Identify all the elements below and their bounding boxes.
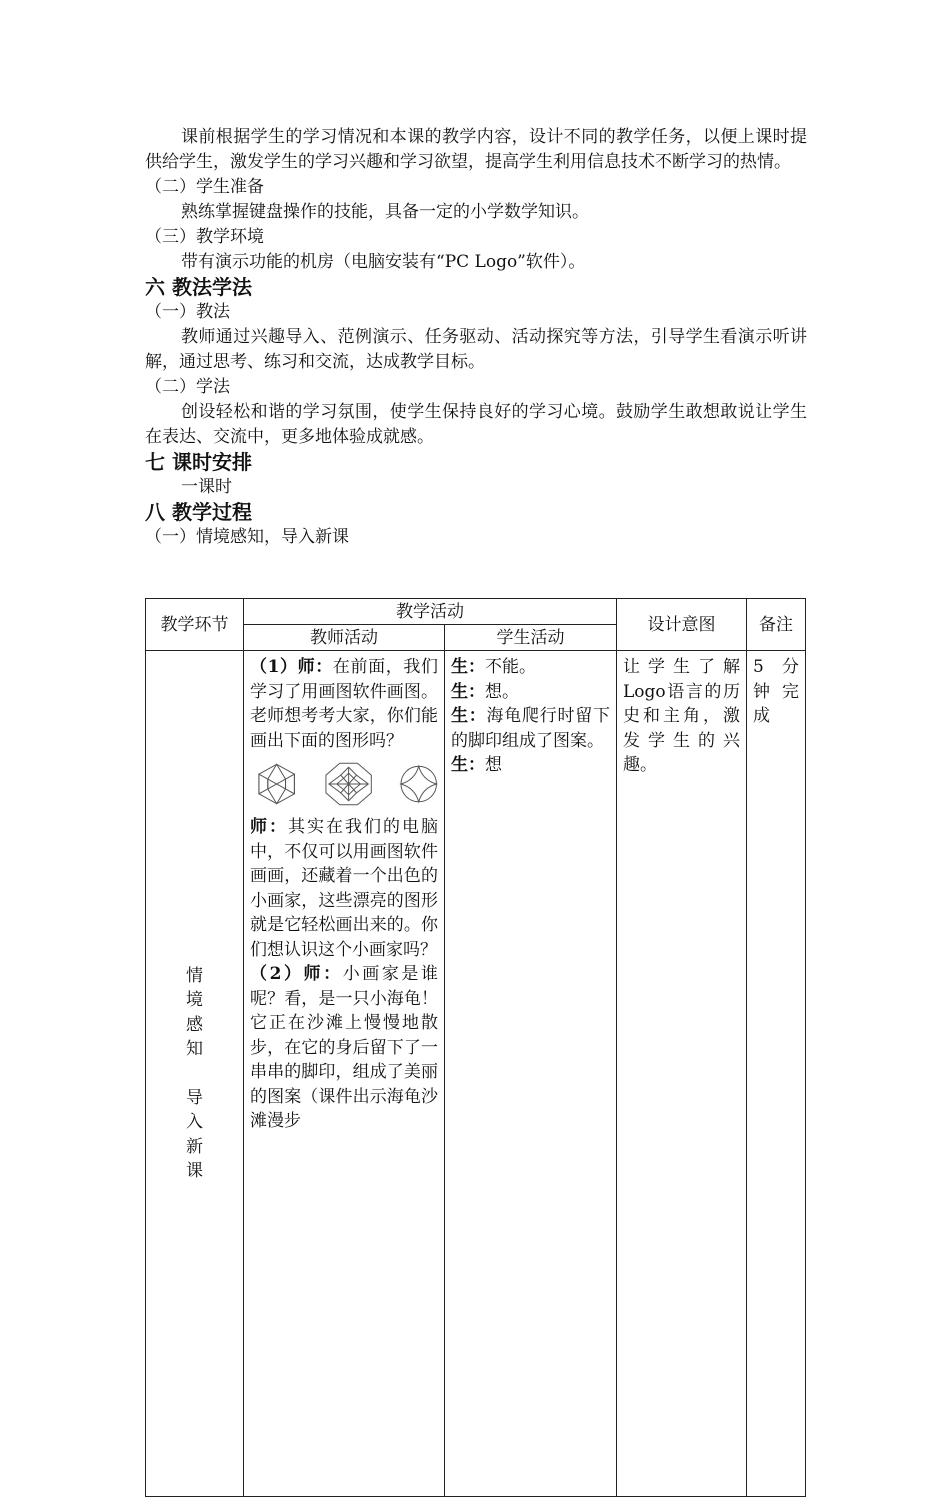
stage-label: 情 境 感 知 导 入 新 课 <box>186 965 203 1181</box>
section6-heading: 六 教法学法 <box>145 275 252 299</box>
section7-heading: 七 课时安排 <box>145 450 252 474</box>
teacher-paragraph-1: （1）师：在前面，我们学习了用画图软件画图。老师想考考大家，你们能画出下面的图形吗？ <box>250 657 438 751</box>
student-prep-heading: （二）学生准备 <box>145 177 264 197</box>
section7-text: 一课时 <box>181 477 232 497</box>
cube-star-figure-icon <box>254 761 299 807</box>
teacher-paragraph-3: （2）师：小画家是谁呢？看，是一只小海龟！它正在沙滩上慢慢地散步，在它的身后留下了一串串的脚印，组成了美丽的图案（课件出示海龟沙滩漫步 <box>250 964 438 1131</box>
header-stage: 教学环节 <box>146 599 244 651</box>
stage-cell <box>146 651 244 1497</box>
section8-subheading: （一）情境感知，导入新课 <box>145 527 349 547</box>
teacher-activity-cell <box>244 651 445 1497</box>
student-response: 生：海龟爬行时留下的脚印组成了图案。 <box>451 706 610 751</box>
environment-heading: （三）教学环境 <box>145 227 264 247</box>
octagon-rose-figure-icon <box>323 761 374 807</box>
header-activity: 教学活动 <box>244 599 617 625</box>
header-design: 设计意图 <box>617 599 747 651</box>
note-cell: 5 分钟完成 <box>747 651 806 1497</box>
student-response: 生：想 <box>451 755 502 775</box>
environment-text: 带有演示功能的机房（电脑安装有“PC Logo”软件）。 <box>181 252 586 272</box>
text-body <box>145 125 807 550</box>
teaching-method-heading: （一）教法 <box>145 302 230 322</box>
figure-row <box>250 753 438 815</box>
teacher-paragraph-2: 师：其实在我们的电脑中，不仅可以用画图软件画画，还藏着一个出色的小画家，这些漂亮的图形就是它轻松画出来的。你们想认识这个小画家吗？ <box>250 817 438 960</box>
student-response: 生：想。 <box>451 681 519 702</box>
header-note: 备注 <box>747 599 806 651</box>
student-prep-text: 熟练掌握键盘操作的技能，具备一定的小学数学知识。 <box>181 202 589 222</box>
design-intent-cell: 让学生了解Logo语言的历史和主角，激发学生的兴趣。 <box>617 651 747 1497</box>
header-student: 学生活动 <box>445 625 617 651</box>
teaching-process-table <box>145 598 806 1497</box>
header-teacher: 教师活动 <box>244 625 445 651</box>
circle-star-figure-icon <box>399 764 438 804</box>
intro-paragraph: 课前根据学生的学习情况和本课的教学内容，设计不同的教学任务，以便上课时提供给学生，激发学生的学习兴趣和学习欲望，提高学生利用信息技术不断学习的热情。 <box>145 127 807 172</box>
student-activity-cell <box>445 651 617 1497</box>
teaching-method-text: 教师通过兴趣导入、范例演示、任务驱动、活动探究等方法，引导学生看演示听讲解，通过思考、练习和交流，达成教学目标。 <box>145 327 807 372</box>
student-response: 生：不能。 <box>451 657 536 677</box>
learning-method-text: 创设轻松和谐的学习氛围，使学生保持良好的学习心境。鼓励学生敢想敢说让学生在表达、交流中，更多地体验成就感。 <box>145 402 807 447</box>
learning-method-heading: （二）学法 <box>145 377 230 397</box>
section8-heading: 八 教学过程 <box>145 500 252 524</box>
